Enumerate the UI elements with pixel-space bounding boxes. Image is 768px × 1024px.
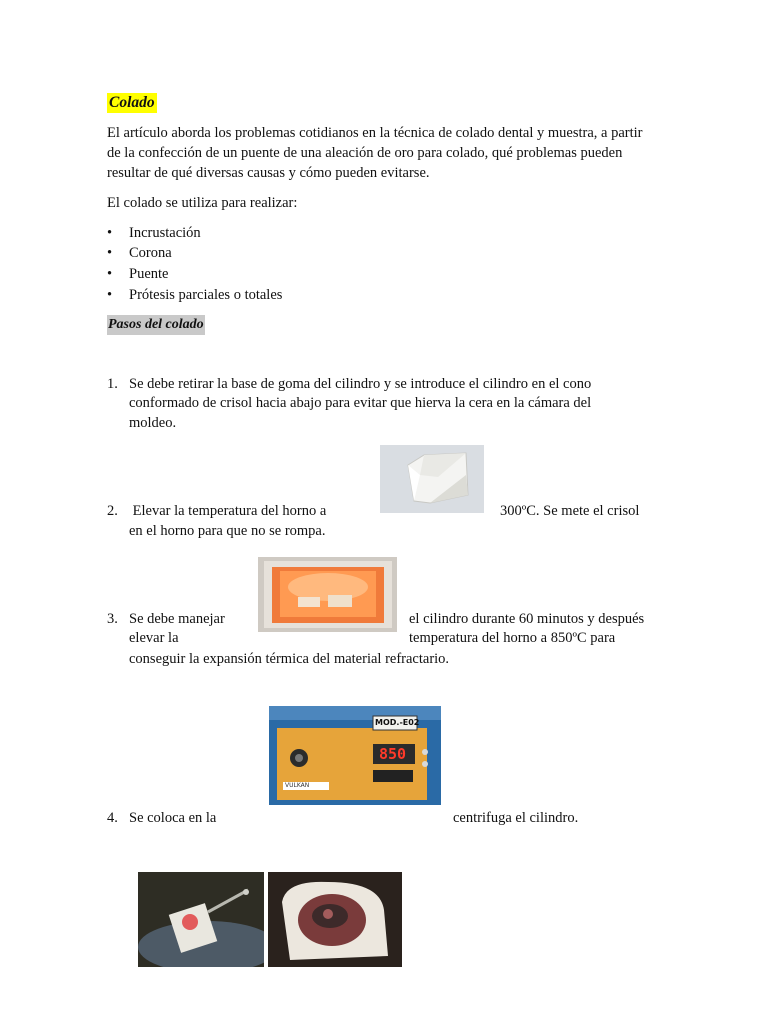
crucible-photo: [380, 445, 484, 513]
bullet-icon: •: [107, 266, 113, 282]
step-2-text-b: 300ºC. Se mete el crisol: [500, 503, 640, 519]
list-item: • Corona: [107, 245, 172, 261]
step-number: 2.: [107, 503, 118, 519]
oven-illustration: [258, 557, 397, 632]
panel-model-label: MOD.-E02: [375, 718, 420, 727]
step-2-line-2: en el horno para que no se rompa.: [129, 523, 326, 539]
document-title: Colado: [109, 94, 155, 111]
bullet-icon: •: [107, 225, 113, 241]
step-3-text-d: temperatura del horno a 850ºC para: [409, 630, 616, 646]
step-2-text-a: Elevar la temperatura del horno a: [129, 503, 327, 519]
centrifuge-photo: [138, 872, 264, 967]
step-1-line: moldeo.: [129, 415, 177, 431]
bullet-icon: •: [107, 287, 113, 303]
crucible-casting-photo: [268, 872, 402, 967]
step-1-line: conformado de crisol hacia abajo para evitar que hierva la cera en la cámara del: [129, 395, 592, 411]
step-number: 3.: [107, 611, 118, 627]
oven-photo: [258, 557, 397, 632]
step-4-text-b: centrifuga el cilindro.: [453, 810, 579, 826]
step-3-text-a: Se debe manejar: [129, 611, 225, 627]
step-number: 1.: [107, 376, 118, 392]
step-1-line: Se debe retirar la base de goma del cilindro y se introduce el cilindro en el cono: [129, 376, 592, 392]
furnace-control-panel-photo: [269, 706, 441, 805]
list-item: • Incrustación: [107, 225, 201, 241]
step-4-text-a: Se coloca en la: [129, 810, 217, 826]
crucible-illustration: [380, 445, 484, 513]
list-item: • Puente: [107, 266, 169, 282]
list-item: • Prótesis parciales o totales: [107, 287, 283, 303]
panel-temperature-display: 850: [379, 745, 407, 763]
panel-brand-label: VULKAN: [285, 782, 310, 789]
step-number: 4.: [107, 810, 118, 826]
step-3-text-b: el cilindro durante 60 minutos y después: [409, 611, 645, 627]
crucible-casting-illustration: [268, 872, 402, 967]
section-subtitle: Pasos del colado: [107, 315, 205, 335]
intro-paragraph: El artículo aborda los problemas cotidianos en la técnica de colado dental y muestra, a partir de la confección de un puente de una aleación de oro para colado, qué problemas pueden resultar de qué diversas causas y cómo pueden evitarse.: [107, 125, 643, 181]
usage-lead: El colado se utiliza para realizar:: [107, 195, 298, 211]
step-3-text-c: elevar la: [129, 630, 179, 646]
bullet-icon: •: [107, 245, 113, 261]
centrifuge-illustration: [138, 872, 264, 967]
step-3-line-3: conseguir la expansión térmica del material refractario.: [129, 651, 450, 667]
